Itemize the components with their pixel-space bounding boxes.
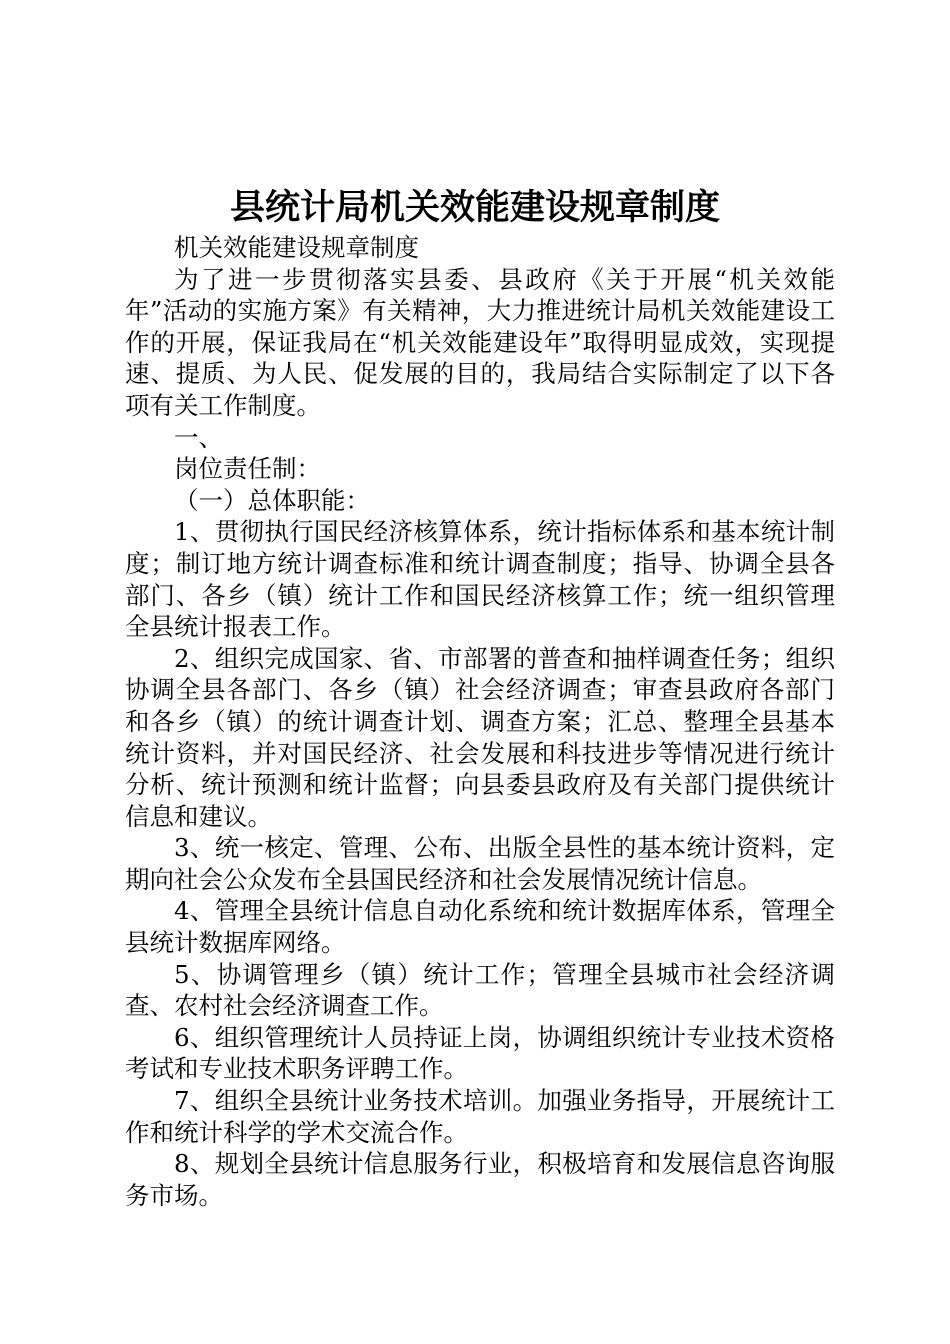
document-body [125,232,835,1211]
document-title: 县统计局机关效能建设规章制度 [229,188,720,228]
paragraph-section-heading: 岗位责任制： [174,454,321,484]
paragraph-item-4: 4、管理全县统计信息自动化系统和统计数据库体系，管理全县统计数据库网络。 [125,896,835,958]
paragraph-item-8: 8、规划全县统计信息服务行业，积极培育和发展信息咨询服务市场。 [125,1149,835,1210]
paragraph-subtitle: 机关效能建设规章制度 [174,233,419,262]
paragraph-item-5: 5、协调管理乡（镇）统计工作；管理全县城市社会经济调查、农村社会经济调查工作。 [125,959,835,1021]
paragraph-subsection-heading: （一）总体职能： [174,485,370,515]
paragraph-item-2: 2、组织完成国家、省、市部署的普查和抽样调查任务；组织协调全县各部门、各乡（镇）社会经济调查；审查县政府各部门和各乡（镇）的统计调查计划、调查方案；汇总、整理全县基本统计资料，并对国民经济、社会发展和科技进步等情况进行统计分析、统计预测和统计监督；向县委县政府及有关部门提供统计信息和建议。 [125,643,835,831]
paragraph-item-3: 3、统一核定、管理、公布、出版全县性的基本统计资料，定期向社会公众发布全县国民经济和社会发展情况统计信息。 [125,833,835,894]
paragraph-section-number: 一、 [174,422,223,452]
paragraph-item-7: 7、组织全县统计业务技术培训。加强业务指导，开展统计工作和统计科学的学术交流合作。 [125,1086,835,1147]
paragraph-intro: 为了进一步贯彻落实县委、县政府《关于开展“机关效能年”活动的实施方案》有关精神，大力推进统计局机关效能建设工作的开展，保证我局在“机关效能建设年”取得明显成效，实现提速、提质、为人民、促发展的目的，我局结合实际制定了以下各项有关工作制度。 [125,264,835,420]
paragraph-item-1: 1、贯彻执行国民经济核算体系，统计指标体系和基本统计制度；制订地方统计调查标准和统计调查制度；指导、协调全县各部门、各乡（镇）统计工作和国民经济核算工作；统一组织管理全县统计报表工作。 [125,517,835,642]
paragraph-item-6: 6、组织管理统计人员持证上岗，协调组织统计专业技术资格考试和专业技术职务评聘工作。 [125,1022,835,1084]
